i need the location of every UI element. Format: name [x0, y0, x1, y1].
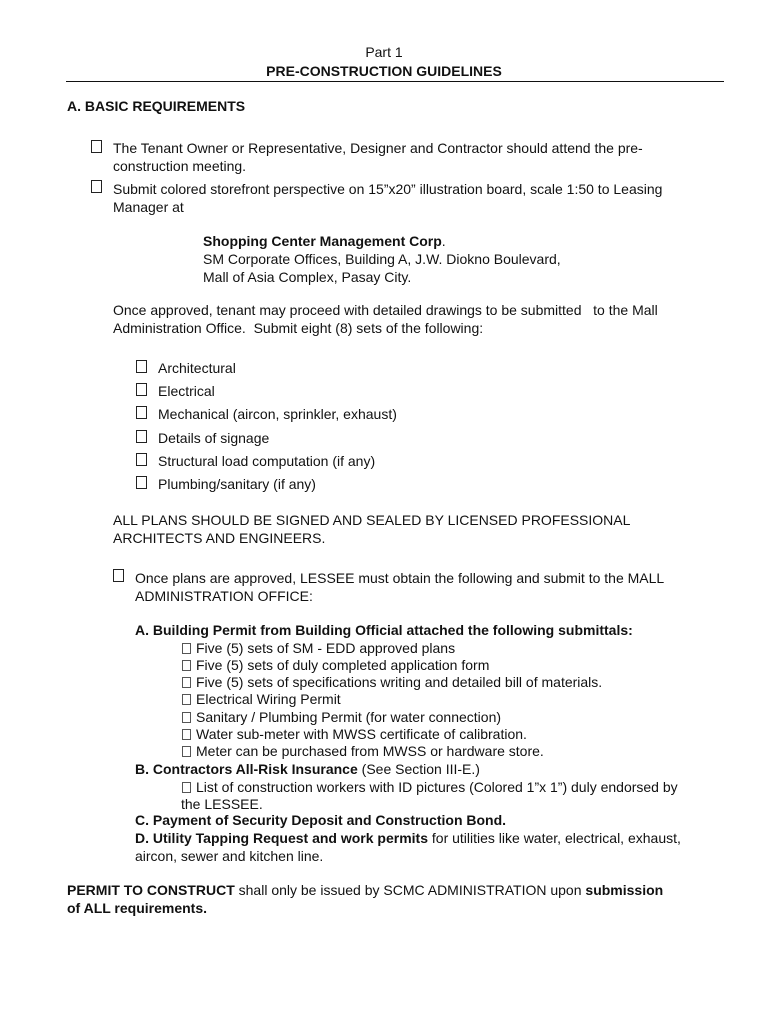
requirement-a-item: Five (5) sets of duly completed application form [182, 657, 489, 674]
attend-meeting-line-2: construction meeting. [113, 158, 247, 174]
approved-para-line-2: Administration Office. Submit eight (8) sets of the following: [113, 320, 484, 336]
requirement-d-heading: D. Utility Tapping Request and work permits [135, 830, 428, 846]
drawing-item: Mechanical (aircon, sprinkler, exhaust) [158, 406, 397, 422]
requirement-b-heading: B. Contractors All-Risk Insurance [135, 761, 358, 777]
submit-storefront-line-2: Manager at [113, 199, 184, 215]
address-company [203, 233, 446, 250]
checkbox-icon [182, 694, 191, 705]
checkbox-icon [136, 360, 147, 373]
company-name: Shopping Center Management Corp [203, 233, 442, 249]
requirement-a-item: Five (5) sets of specifications writing and detailed bill of materials. [182, 674, 602, 691]
approved-para-line-1: Once approved, tenant may proceed with detailed drawings to be submitted to the Mall [113, 302, 658, 318]
requirement-a-heading: A. Building Permit from Building Official attached the following submittals: [135, 622, 633, 638]
drawing-item: Architectural [158, 360, 236, 376]
requirement-a-item: Meter can be purchased from MWSS or hardware store. [182, 743, 544, 760]
part-label: Part 1 [365, 44, 403, 60]
requirement-d [135, 830, 681, 847]
drawing-item: Details of signage [158, 430, 270, 446]
lessee-line-1: Once plans are approved, LESSEE must obtain the following and submit to the MALL [135, 570, 665, 586]
drawing-item: Structural load computation (if any) [158, 453, 376, 469]
checkbox-icon [136, 476, 147, 489]
checkbox-icon [182, 746, 191, 757]
title-underline [66, 81, 724, 82]
checkbox-icon [136, 430, 147, 443]
checkbox-icon [136, 406, 147, 419]
requirement-c-heading: C. Payment of Security Deposit and Construction Bond. [135, 812, 507, 828]
checkbox-icon [182, 729, 191, 740]
requirement-b-ref: (See Section III-E.) [357, 761, 480, 777]
drawing-item: Plumbing/sanitary (if any) [158, 476, 316, 492]
checkbox-icon [91, 180, 102, 193]
company-suffix: . [441, 233, 446, 249]
requirement-a-item: Five (5) sets of SM - EDD approved plans [182, 640, 455, 657]
address-line-1: SM Corporate Offices, Building A, J.W. Diokno Boulevard, [203, 251, 561, 267]
checkbox-icon [91, 140, 102, 153]
notice-line-2: ARCHITECTS AND ENGINEERS. [113, 530, 326, 546]
checkbox-icon [136, 383, 147, 396]
requirement-b [135, 761, 480, 778]
lessee-line-2: ADMINISTRATION OFFICE: [135, 588, 313, 604]
requirement-d-text: for utilities like water, electrical, exhaust, [428, 830, 681, 846]
checkbox-icon [182, 782, 191, 793]
notice-line-1: ALL PLANS SHOULD BE SIGNED AND SEALED BY LICENSED PROFESSIONAL [113, 512, 631, 528]
checkbox-icon [113, 569, 124, 582]
requirement-a-item: Electrical Wiring Permit [182, 691, 341, 708]
page-title: PRE-CONSTRUCTION GUIDELINES [266, 63, 502, 79]
permit-statement-line-2: of ALL requirements. [67, 900, 208, 916]
submit-storefront-line-1: Submit colored storefront perspective on 15”x20” illustration board, scale 1:50 to Leasing [113, 181, 663, 197]
drawing-item: Electrical [158, 383, 215, 399]
address-line-2: Mall of Asia Complex, Pasay City. [203, 269, 412, 285]
requirement-b-item-line-2: the LESSEE. [181, 796, 263, 812]
attend-meeting-line-1: The Tenant Owner or Representative, Designer and Contractor should attend the pre- [113, 140, 643, 156]
requirement-d-line-2: aircon, sewer and kitchen line. [135, 848, 324, 864]
permit-statement-line-1: PERMIT TO CONSTRUCT shall only be issued by SCMC ADMINISTRATION upon submission [67, 882, 664, 898]
section-heading: A. BASIC REQUIREMENTS [67, 98, 246, 114]
checkbox-icon [182, 660, 191, 671]
requirement-a-item: Water sub-meter with MWSS certificate of calibration. [182, 726, 527, 743]
checkbox-icon [182, 677, 191, 688]
requirement-b-item-line-1: List of construction workers with ID pictures (Colored 1”x 1”) duly endorsed by [182, 779, 678, 796]
checkbox-icon [182, 712, 191, 723]
requirement-a-item: Sanitary / Plumbing Permit (for water connection) [182, 709, 501, 726]
checkbox-icon [182, 643, 191, 654]
checkbox-icon [136, 453, 147, 466]
